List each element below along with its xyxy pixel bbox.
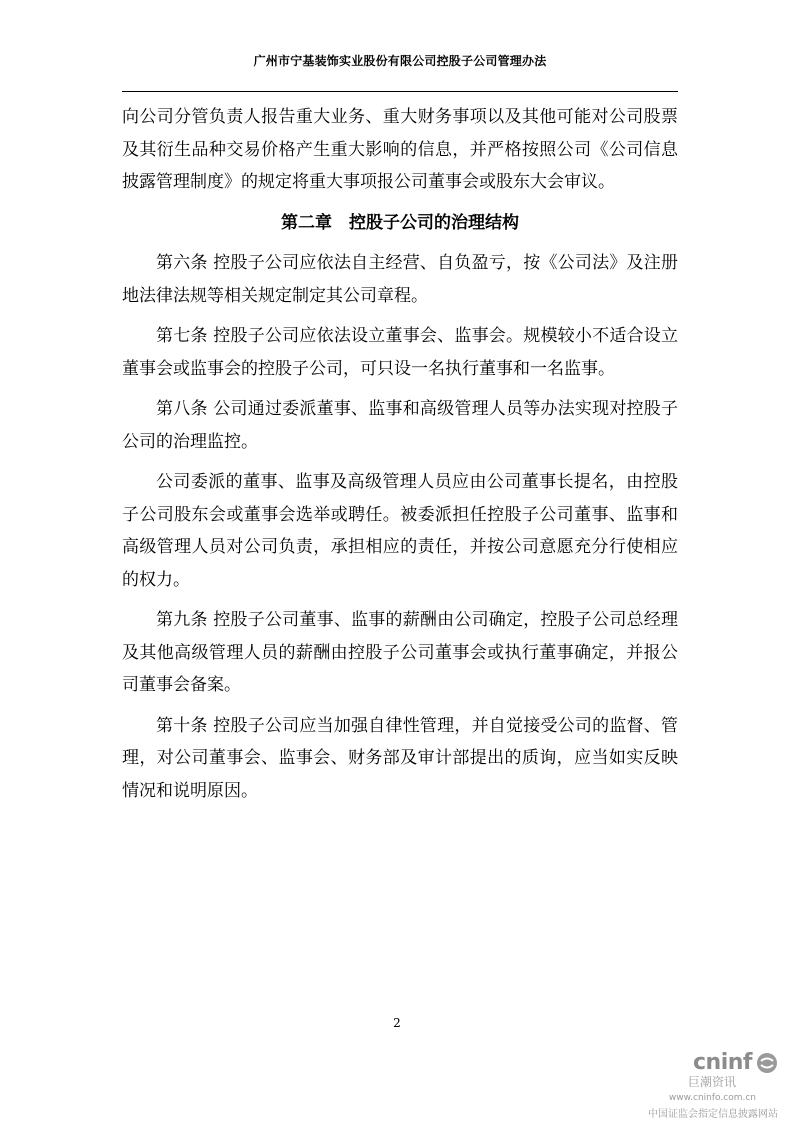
paragraph-continuation: 向公司分管负责人报告重大业务、重大财务事项以及其他可能对公司股票及其衍生品种交易价格产生重大影响的信息，并严格按照公司《公司信息披露管理制度》的规定将重大事项报公司董事会或股东大会审议。 — [122, 107, 678, 192]
cninfo-brand: cninf — [693, 1050, 752, 1075]
cninfo-watermark — [628, 1050, 778, 1120]
chapter-heading: 第二章 控股子公司的治理结构 — [281, 212, 519, 233]
article-10: 第十条 控股子公司应当加强自律性管理，并自觉接受公司的监督、管理，对公司董事会、监事会、财务部及审计部提出的质询，应当如实反映情况和说明原因。 — [122, 715, 678, 801]
article-6: 第六条 控股子公司应依法自主经营、自负盈亏，按《公司法》及注册地法律法规等相关规定制定其公司章程。 — [122, 253, 678, 306]
cninfo-swirl-icon — [756, 1052, 778, 1074]
document-body — [122, 101, 678, 807]
page-number: 2 — [393, 1016, 401, 1030]
cninfo-tagline: 中国证监会指定信息披露网站 — [648, 1109, 778, 1120]
cninfo-url: www.cninfo.com.cn — [668, 1093, 756, 1103]
article-8-paragraph-2: 公司委派的董事、监事及高级管理人员应由公司董事长提名，由控股子公司股东会或董事会选举或聘任。被委派担任控股子公司董事、监事和高级管理人员对公司负责，承担相应的责任，并按公司意愿充分行使相应的权力。 — [122, 472, 678, 590]
header-divider — [122, 91, 678, 92]
article-9: 第九条 控股子公司董事、监事的薪酬由公司确定，控股子公司总经理及其他高级管理人员的薪酬由控股子公司董事会或执行董事确定，并报公司董事会备案。 — [122, 610, 678, 695]
article-8: 第八条 公司通过委派董事、监事和高级管理人员等办法实现对控股子公司的治理监控。 — [122, 399, 678, 452]
cninfo-brand-cn: 巨潮资讯 — [687, 1075, 736, 1089]
document-header: 广州市宁基装饰实业股份有限公司控股子公司管理办法 — [253, 54, 547, 68]
article-7: 第七条 控股子公司应依法设立董事会、监事会。规模较小不适合设立董事会或监事会的控股子公司，可只设一名执行董事和一名监事。 — [122, 326, 678, 379]
cninfo-logo — [628, 1050, 778, 1075]
